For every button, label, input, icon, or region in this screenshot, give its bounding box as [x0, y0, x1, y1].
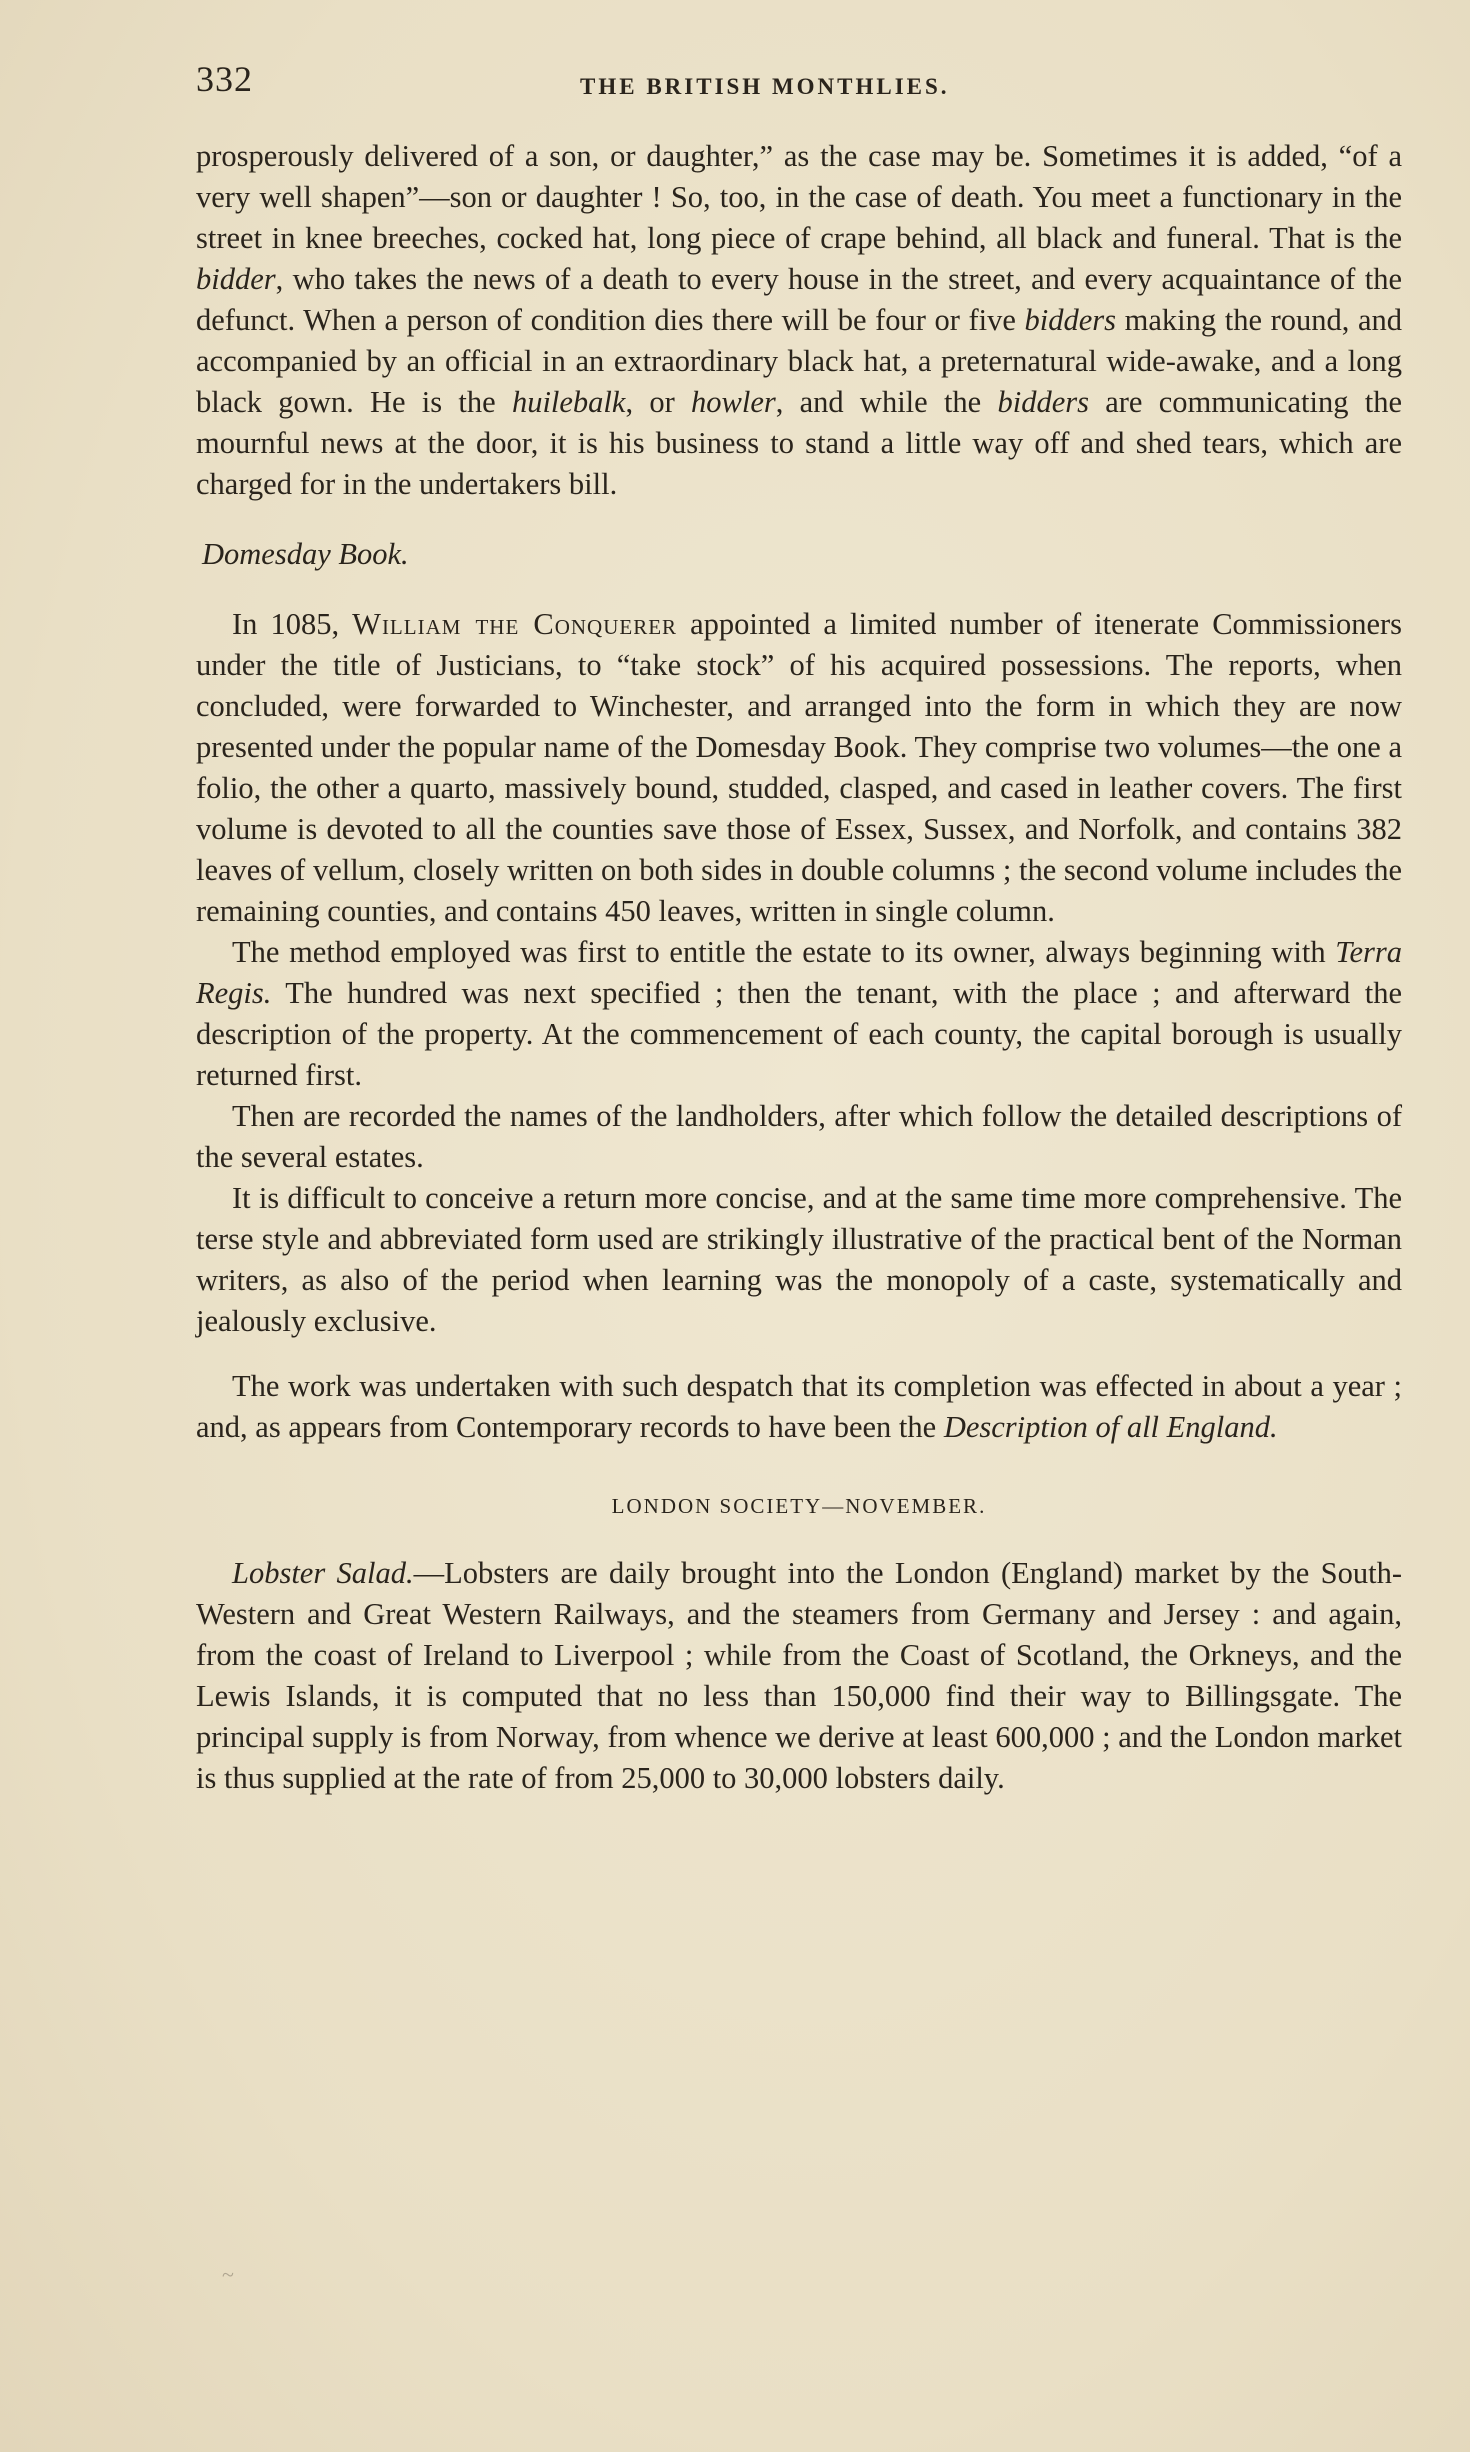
domesday-paragraph-1: In 1085, William the Conquerer appointed a limited number of itenerate Commissioners under the title of Justicians, to “take stock” of his acquired possessions. The reports, when concluded, were forwarded to Winchester, and arranged into the form in which they are now presented under the popular name of the Domesday Book. They comprise two volumes—the one a folio, the other a quarto, massively bound, studded, clasped, and cased in leather covers. The first volume is devoted to all the counties save those of Essex, Sussex, and Norfolk, and contains 382 leaves of vellum, closely written on both sides in double columns ; the second volume includes the remaining counties, and contains 450 leaves, written in single column. — [196, 607, 1403, 928]
domesday-paragraph-4: It is difficult to conceive a return more concise, and at the same time more comprehensive. The terse style and abbreviated form used are strikingly illustrative of the practical bent of the Norman writers, as also of the period when learning was the monopoly of a caste, systematically and jealously exclusive. — [196, 1181, 1402, 1338]
domesday-paragraph-3: Then are recorded the names of the landholders, after which follow the detailed descriptions of the several estates. — [196, 1099, 1402, 1174]
page-body — [196, 136, 1402, 1799]
domesday-paragraph-2: The method employed was first to entitle the estate to its owner, always beginning with Terra Regis. The hundred was next specified ; then the tenant, with the place ; and afterward the description of the property. At the commencement of each county, the capital borough is usually returned first. — [196, 935, 1402, 1092]
ink-smudge: ~ — [222, 2262, 234, 2287]
page-header — [196, 52, 1396, 112]
author-name: William the Conquerer — [352, 607, 678, 641]
continued-paragraph: prosperously delivered of a son, or daughter,” as the case may be. Sometimes it is added, “of a very well shapen”—son or daughter ! So, too, in the case of death. You meet a functionary in the street in knee breeches, cocked hat, long piece of crape behind, all black and funeral. That is the bidder, who takes the news of a death to every house in the street, and every acquaintance of the defunct. When a person of condition dies there will be four or five bidders making the round, and accompanied by an official in an extraordinary black hat, a preternatural wide-awake, and a long black gown. He is the huilebalk, or howler, and while the bidders are communicating the mournful news at the door, it is his business to stand a little way off and shed tears, which are charged for in the undertakers bill. — [196, 139, 1402, 501]
section-heading-london-society: LONDON SOCIETY—NOVEMBER. — [611, 1494, 987, 1518]
page-number: 332 — [196, 59, 253, 99]
domesday-paragraph-5: The work was undertaken with such despatch that its completion was effected in about a year ; and, as appears from Contemporary records to have been the Description of all England. — [196, 1369, 1402, 1444]
section-heading-domesday: Domesday Book. — [202, 537, 409, 571]
lobster-salad-paragraph: Lobster Salad.—Lobsters are daily brought into the London (England) market by the South-Western and Great Western Railways, and the steamers from Germany and Jersey : and again, from the coast of Ireland to Liverpool ; while from the Coast of Scotland, the Orkneys, and the Lewis Islands, it is computed that no less than 150,000 find their way to Billingsgate. The principal supply is from Norway, from whence we derive at least 600,000 ; and the London market is thus supplied at the rate of from 25,000 to 30,000 lobsters daily. — [196, 1556, 1402, 1795]
running-head: THE BRITISH MONTHLIES. — [580, 74, 950, 99]
